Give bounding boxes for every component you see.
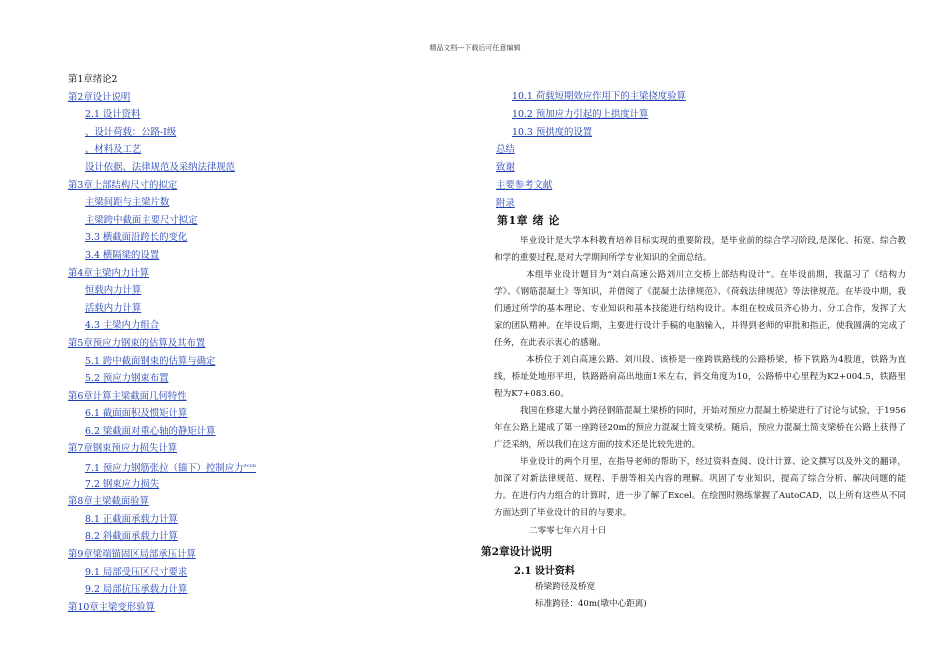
toc-entry[interactable] <box>496 108 916 126</box>
chapter2-title: 第2章设计说明 <box>481 546 552 558</box>
toc-entry-label: 总结 <box>496 144 515 156</box>
toc-entry[interactable] <box>68 249 488 267</box>
toc-entry-label: 活载内力计算 <box>85 302 142 314</box>
toc-entry-label: 第10章主梁变形验算 <box>68 601 155 613</box>
toc-entry-label: 第2章设计说明 <box>68 91 131 103</box>
sigma-con-symbol: σcon <box>243 463 256 470</box>
toc-entry[interactable] <box>68 583 488 601</box>
toc-entry-label: 第8章主梁截面验算 <box>68 496 149 508</box>
toc-entry-label: 9.1 局部受压区尺寸要求 <box>85 566 188 578</box>
toc-entry-label: 9.2 局部抗压承载力计算 <box>85 584 188 596</box>
toc-entry-label: 主梁跨中截面主要尺寸拟定 <box>85 214 198 226</box>
toc-entry[interactable] <box>68 425 488 443</box>
chapter1-paragraph: 毕业设计的两个月里，在指导老师的帮助下，经过资料查阅、设计计算、论文撰写以及外文的翻译，加深了对新法律规范、规程、手册等相关内容的理解。巩固了专业知识，提高了综合分析、解决问题的能力。在进行内力组合的计算时，进一步了解了Excel。在绘图时熟练掌握了AutoCAD，以上所有这些从不同方面达到了毕业设计的目的与要求。 <box>494 457 906 518</box>
toc-entry[interactable] <box>68 530 488 548</box>
toc-entry-label: 、材料及工艺 <box>85 144 142 156</box>
toc-entry[interactable] <box>68 196 488 214</box>
chapter1-paragraph: 毕业设计是大学本科教育培养目标实现的重要阶段，是毕业前的综合学习阶段,是深化、拓宽、综合教和学的重要过程,是对大学期间所学专业知识的全面总结。 <box>494 236 906 263</box>
toc-entry-label: 主梁间距与主梁片数 <box>85 197 170 209</box>
section-2-1-title: 2.1 设计资料 <box>514 566 575 577</box>
toc-entry-label: 第7章钢束预应力损失计算 <box>68 443 178 455</box>
toc-entry[interactable] <box>68 179 488 197</box>
toc-entry-label: 8.2 斜截面承载力计算 <box>85 531 178 543</box>
toc-entry[interactable] <box>496 126 916 144</box>
toc-entry[interactable] <box>68 108 488 126</box>
toc-entry[interactable] <box>68 267 488 285</box>
toc-entry-label: 6.1 截面面积及惯矩计算 <box>85 408 188 420</box>
toc-entry[interactable] <box>68 214 488 232</box>
toc-entry[interactable] <box>68 284 488 302</box>
chapter2-line: 桥梁跨径及桥宽 <box>535 582 596 592</box>
toc-entry[interactable] <box>68 407 488 425</box>
toc-entry-label: 8.1 正截面承载力计算 <box>85 513 178 525</box>
toc-entry-label: 第9章梁端锚固区局部承压计算 <box>68 549 196 561</box>
toc-entry-label: 5.2 预应力钢束布置 <box>85 373 169 385</box>
toc-entry-label: 10.2 预加应力引起的上拱度计算 <box>512 108 649 120</box>
toc-entry-label: 设计依据、法律规范及采纳法律规范 <box>85 161 236 173</box>
toc-entry[interactable] <box>68 319 488 337</box>
toc-left-column <box>68 73 488 618</box>
toc-entry[interactable] <box>68 601 488 619</box>
toc-entry-label: 第3章上部结构尺寸的拟定 <box>68 179 178 191</box>
chapter1-paragraph: 本桥位于刘白高速公路、刘川段、该桥是一座跨铁路线的公路桥梁，桥下铁路为4股道，铁路为直线，桥址处地形平坦，铁路路肩高出地面1米左右，斜交角度为10，公路桥中心里程为K2+004.5，铁路里程为K7+083.60。 <box>494 355 906 399</box>
chapter1-paragraph: 本组毕业设计题目为“刘白高速公路刘川立交桥上部结构设计”。在毕设前期，我温习了《结构力学》、《钢筋混凝土》等知识，并借阅了《混凝土法律规范》、《荷载法律规范》等法律规范。在毕设中期，我们通过所学的基本理论、专业知识和基本技能进行结构设计。本组在校成员齐心协力、分工合作，发挥了大家的团队精神。在毕设后期，主要进行设计手稿的电脑输入，并得到老师的审批和指正，使我圆满的完成了任务，在此表示衷心的感谢。 <box>494 270 906 348</box>
toc-entry[interactable] <box>68 302 488 320</box>
toc-entry[interactable] <box>68 372 488 390</box>
toc-entry-label: 4.3 主梁内力组合 <box>85 320 160 332</box>
toc-entry[interactable] <box>68 91 488 109</box>
toc-entry[interactable] <box>68 126 488 144</box>
chapter1-date: 二零零七年六月十日 <box>529 526 607 536</box>
toc-entry[interactable] <box>68 460 488 478</box>
toc-entry-label: 10.3 预拱度的设置 <box>512 126 593 138</box>
toc-entry-label: 第4章主梁内力计算 <box>68 267 149 279</box>
toc-entry-label: 第5章预应力钢束的估算及其布置 <box>68 337 206 349</box>
toc-entry-label: 、设计荷载：公路-Ⅰ级 <box>85 126 177 138</box>
toc-entry[interactable] <box>68 337 488 355</box>
chapter1-paragraph: 我国在修建大量小跨径钢筋混凝土梁桥的同时，开始对预应力混凝土桥梁进行了讨论与试验，于1956年在公路上建成了第一座跨径20m的预应力混凝土简支梁桥。随后，预应力混凝土简支梁桥在公路上获得了广泛采纳，所以我们在这方面的技术还是比较先进的。 <box>494 406 906 450</box>
toc-entry[interactable] <box>68 478 488 496</box>
toc-entry[interactable] <box>68 390 488 408</box>
toc-entry-label: 7.1 预应力钢筋张拉（锚下）控制应力 <box>85 463 244 475</box>
toc-entry <box>68 73 488 91</box>
toc-entry[interactable] <box>496 90 916 108</box>
toc-entry[interactable] <box>68 495 488 513</box>
toc-entry[interactable] <box>68 143 488 161</box>
toc-entry[interactable] <box>496 161 916 179</box>
toc-entry-label: 第1章绪论2 <box>68 74 118 85</box>
toc-entry-label: 5.1 跨中截面钢束的估算与确定 <box>85 355 216 367</box>
toc-entry-label: 10.1 荷载短期效应作用下的主梁挠度验算 <box>512 91 686 102</box>
toc-entry-label: 第6章计算主梁截面几何特性 <box>68 390 187 402</box>
toc-entry[interactable] <box>68 161 488 179</box>
toc-entry[interactable] <box>68 566 488 584</box>
toc-entry-label: 恒载内力计算 <box>85 285 142 297</box>
toc-entry[interactable] <box>68 231 488 249</box>
toc-entry-label: 3.3 横截面沿跨长的变化 <box>85 232 188 244</box>
chapter1-title: 第1章 绪 论 <box>497 214 560 227</box>
toc-entry-label: 致谢 <box>496 162 515 174</box>
toc-entry-label: 附录 <box>496 197 515 209</box>
toc-entry-label: 主要参考文献 <box>496 179 553 191</box>
toc-entry-label: 6.2 梁截面对重心轴的静矩计算 <box>85 425 216 437</box>
page-header: 精品文档---下载后可任意编辑 <box>429 44 521 52</box>
toc-entry[interactable] <box>496 179 916 197</box>
toc-entry-label: 7.2 钢束应力损失 <box>85 478 160 490</box>
toc-entry[interactable] <box>68 513 488 531</box>
toc-entry-label: 3.4 横隔梁的设置 <box>85 249 160 261</box>
toc-entry[interactable] <box>68 548 488 566</box>
toc-right-column <box>496 90 916 215</box>
toc-entry[interactable] <box>68 355 488 373</box>
toc-entry[interactable] <box>496 143 916 161</box>
body-column <box>481 212 906 613</box>
toc-entry[interactable] <box>68 442 488 460</box>
toc-entry-label: 2.1 设计资料 <box>85 109 141 121</box>
chapter2-line: 标准跨径：40m(墩中心距离) <box>535 599 647 609</box>
